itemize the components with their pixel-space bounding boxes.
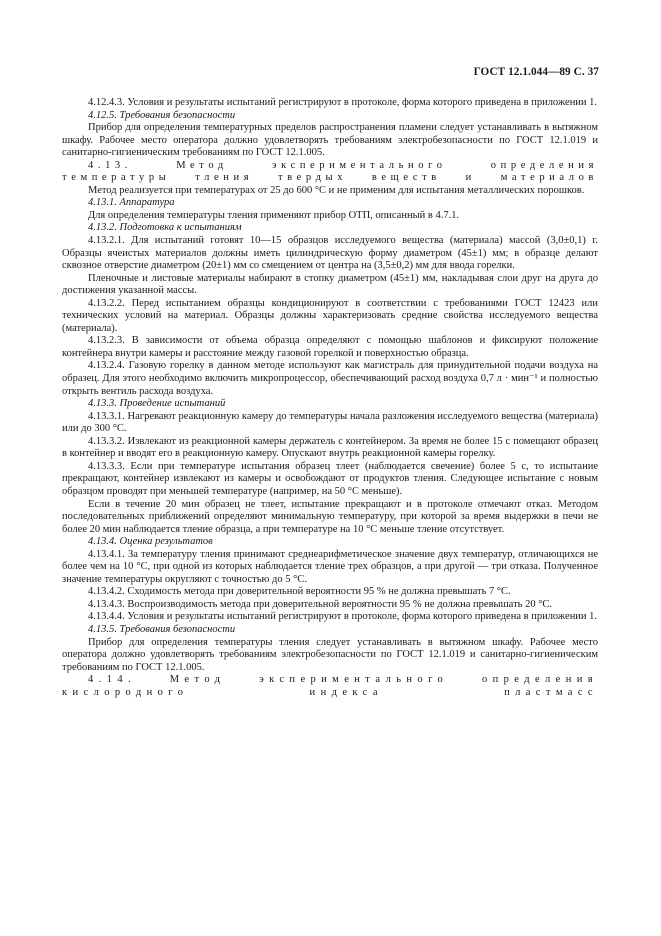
paragraph: 4.12.4.3. Условия и результаты испытаний регистрируют в протоколе, форма которого приведена в приложении 1. (88, 97, 598, 108)
section-heading: 4.12.5. Требования безопасности (88, 109, 236, 121)
paragraph: 4.13.3.3. Если при температуре испытания образец тлеет (наблюдается свечение) более 5 с, то испытание прекращают, контейнер извлекают из камеры и освобождают от продуктов тления. Следующее испытание с новым образцом проводят при меньшей температуре (например, на 50 °С меньше). (62, 460, 598, 497)
paragraph: Метод реализуется при температурах от 25 до 600 °С и не применим для испытания металлических порошков. (88, 184, 585, 196)
paragraph: 4.13.4.3. Воспроизводимость метода при доверительной вероятности 95 % не должна превышать 20 °С. (88, 598, 553, 610)
paragraph: 4.13.4.4. Условия и результаты испытаний регистрируют в протоколе, форма которого приведена в приложении 1. (88, 611, 598, 623)
paragraph: 4.13.3.2. Извлекают из реакционной камеры держатель с контейнером. За время не более 15 с помещают образец в контейнер и вводят его в реакционную камеру. Опускают внутрь реакционной камеры горелку. (62, 435, 598, 460)
paragraph: 4.13.4.1. За температуру тления принимают среднеарифметическое значение двух температур, отличающихся не более чем на 10 °С, при одной из которых наблюдается тление трех образцов, а при другой — три отказа. Полученное значение температуры округляют с точностью до 5 °С. (62, 548, 598, 585)
page-header: ГОСТ 12.1.044—89 С. 37 (473, 66, 599, 78)
paragraph: 4.13.2.4. Газовую горелку в данном методе используют как магистраль для принудительной подачи воздуха на образец. Для этого необходимо включить микропроцессор, обеспечивающий расход воздуха 0,7 л · мин⁻¹ и полностью открыть вентиль расхода воздуха. (62, 360, 598, 397)
section-heading: 4.13.5. Требования безопасности (88, 623, 236, 635)
section-heading: 4.13.3. Проведение испытаний (88, 398, 226, 410)
paragraph: 4.13.2.2. Перед испытанием образцы кондиционируют в соответствии с требованиями ГОСТ 12423 или технических условий на материал. Образцы должны характеризовать средние свойства исследуемого вещества (материала). (62, 297, 598, 334)
paragraph: 4.13.2.1. Для испытаний готовят 10—15 образцов исследуемого вещества (материала) массой (3,0±0,1) г. Образцы ячеистых материалов должны иметь цилиндрическую форму диаметром (45±1) мм; в образце делают сквозное отверстие диаметром (20±1) мм со смещением от центра на (3,5±0,2) мм для ввода горелки. (62, 235, 598, 272)
paragraph: Если в течение 20 мин образец не тлеет, испытание прекращают и в протоколе отмечают отказ. Методом последовательных приближений определяют минимальную температуру, при которой за время выдержки в печи не более 20 мин наблюдается тление образца, а при температуре на 10 °С меньше тление отсутствует. (62, 498, 598, 535)
document-body (62, 97, 598, 699)
paragraph: Прибор для определения температурных пределов распространения пламени следует устанавливать в вытяжном шкафу. Рабочее место оператора должно удовлетворять требованиям электробезопасности по ГОСТ 12.1.019 и санитарно-гигиеническим требованиям по ГОСТ 12.1.005. (62, 122, 598, 159)
paragraph: Прибор для определения температуры тления следует устанавливать в вытяжном шкафу. Рабочее место оператора должно удовлетворять требованиям электробезопасности по ГОСТ 12.1.019 и санитарно-гигиеническим требованиям по ГОСТ 12.1.005. (62, 636, 598, 673)
method-heading: 4.14. Метод экспериментального определения кислородного индекса пластмасс (62, 674, 598, 698)
paragraph: 4.13.4.2. Сходимость метода при доверительной вероятности 95 % не должна превышать 7 °С. (88, 586, 511, 598)
section-heading: 4.13.2. Подготовка к испытаниям (88, 222, 242, 234)
paragraph: Для определения температуры тления применяют прибор ОТП, описанный в 4.7.1. (88, 209, 460, 221)
paragraph: Пленочные и листовые материалы набирают в стопку диаметром (45±1) мм, накладывая слои друг на друга до достижения указанной массы. (62, 272, 598, 297)
section-heading: 4.13.1. Аппаратура (88, 197, 175, 209)
paragraph: 4.13.3.1. Нагревают реакционную камеру до температуры начала разложения исследуемого вещества (материала) или до 300 °С. (62, 410, 598, 435)
paragraph: 4.13.2.3. В зависимости от объема образца определяют с помощью шаблонов и фиксируют положение контейнера внутри камеры и расстояние между газовой горелкой и поверхностью образца. (62, 335, 598, 359)
method-heading: 4.13. Метод экспериментального определения температуры тления твердых веществ и материалов (62, 159, 598, 184)
section-heading: 4.13.4. Оценка результатов (88, 536, 213, 548)
